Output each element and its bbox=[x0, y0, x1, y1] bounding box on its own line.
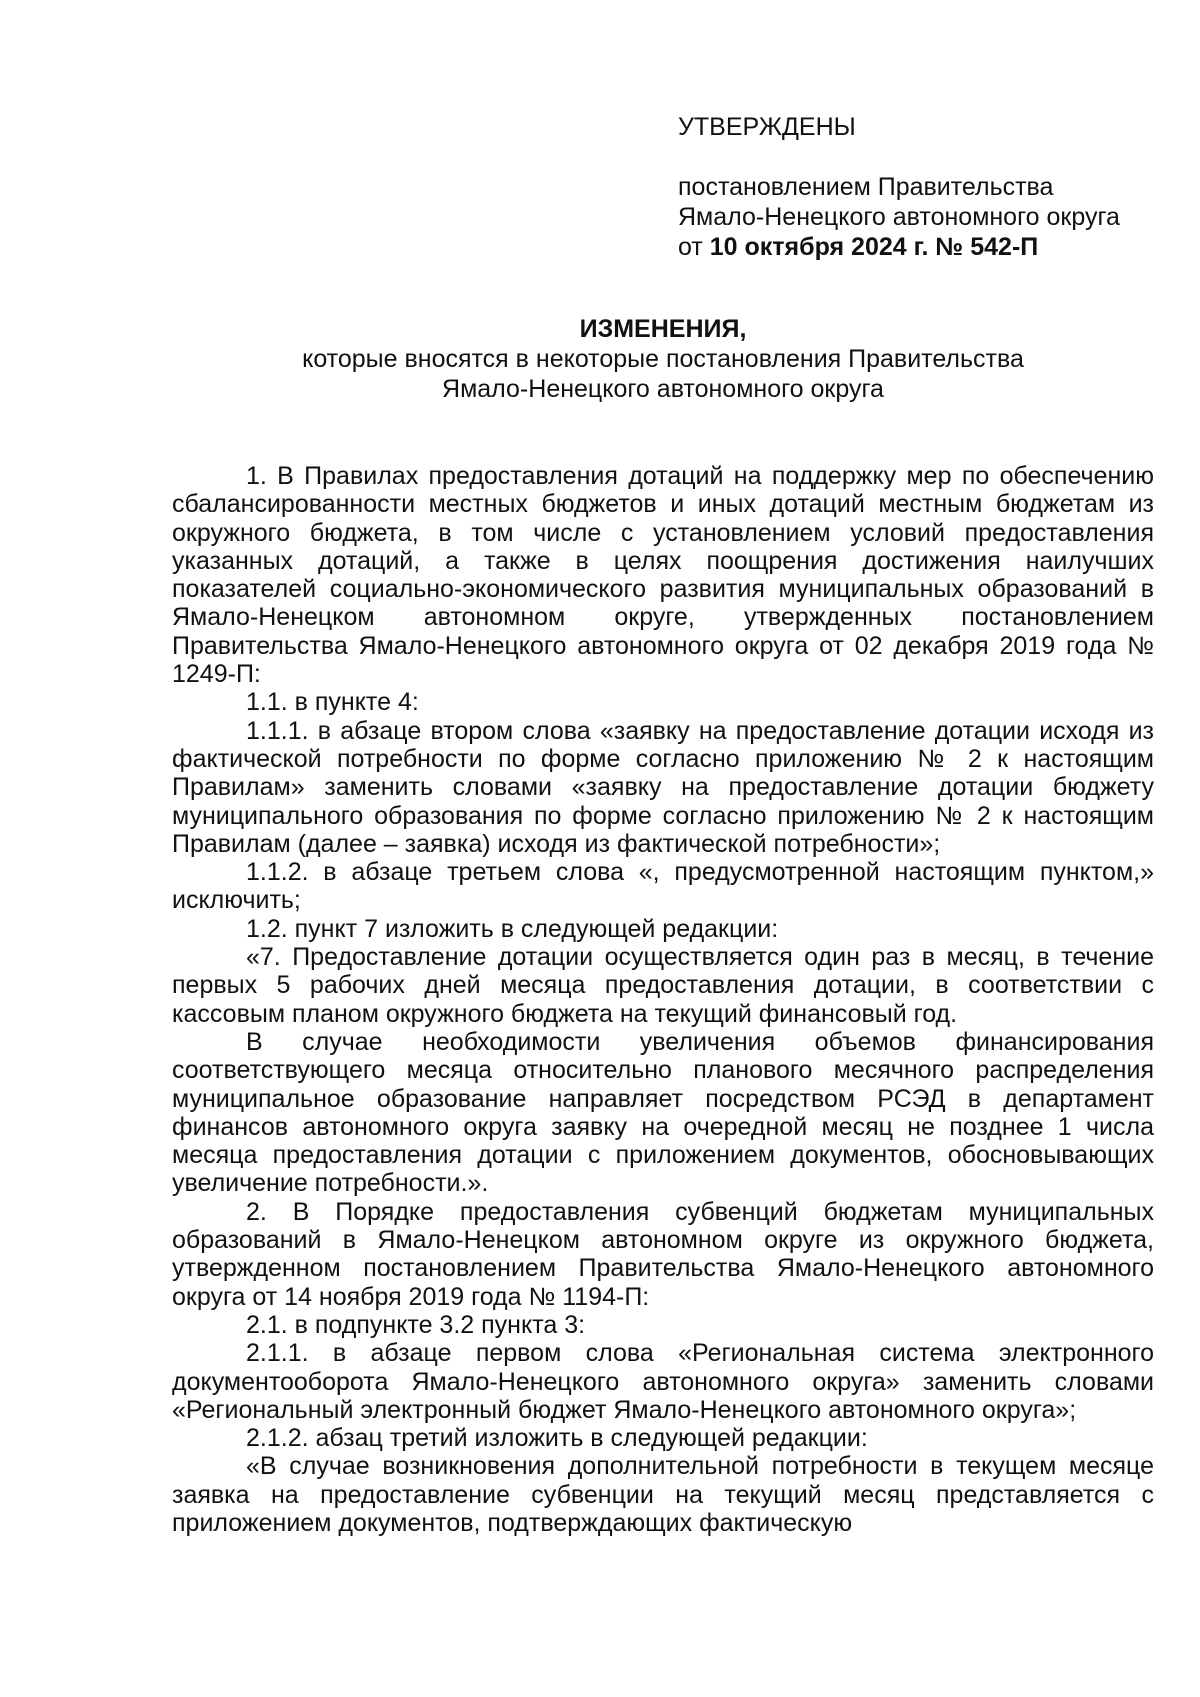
document-subtitle-line-1: которые вносятся в некоторые постановления Правительства bbox=[302, 345, 1024, 373]
document-body bbox=[172, 462, 1154, 1537]
paragraph: 2.1.1. в абзаце первом слова «Региональная система электронного документооборота Ямало-Ненецкого автономного округа» заменить словами «Региональный электронный бюджет Ямало-Ненецкого автономного округа»; bbox=[172, 1339, 1154, 1424]
document-subtitle-line-2: Ямало-Ненецкого автономного округа bbox=[442, 375, 884, 403]
paragraph: 1. В Правилах предоставления дотаций на поддержку мер по обеспечению сбалансированности местных бюджетов и иных дотаций местным бюджетам из окружного бюджета, в том числе с установлением условий предоставления указанных дотаций, а также в целях поощрения достижения наилучших показателей социально-экономического развития муниципальных образований в Ямало-Ненецком автономном округе, утвержденных постановлением Правительства Ямало-Ненецкого автономного округа от 02 декабря 2019 года № 1249-П: bbox=[172, 462, 1154, 689]
paragraph: 2.1. в подпункте 3.2 пункта 3: bbox=[246, 1310, 586, 1339]
paragraph: «7. Предоставление дотации осуществляется один раз в месяц, в течение первых 5 рабочих дней месяца предоставления дотации, в соответствии с кассовым планом окружного бюджета на текущий финансовый год. bbox=[172, 943, 1154, 1028]
approval-line-2: Ямало-Ненецкого автономного округа bbox=[678, 203, 1120, 231]
paragraph: 2.1.2. абзац третий изложить в следующей редакции: bbox=[246, 1424, 868, 1453]
document-title: ИЗМЕНЕНИЯ, bbox=[579, 315, 747, 343]
approval-stamp-block bbox=[678, 112, 1178, 262]
approval-date: 10 октября 2024 г. № 542-П bbox=[709, 233, 1039, 261]
paragraph: 1.1. в пункте 4: bbox=[246, 688, 419, 717]
approval-line-1: постановлением Правительства bbox=[678, 173, 1054, 201]
approval-date-line bbox=[678, 232, 1178, 262]
approved-heading: УТВЕРЖДЕНЫ bbox=[678, 113, 856, 141]
paragraph: 2. В Порядке предоставления субвенций бюджетам муниципальных образований в Ямало-Ненецком автономном округе из окружного бюджета, утвержденном постановлением Правительства Ямало-Ненецкого автономного округа от 14 ноября 2019 года № 1194-П: bbox=[172, 1197, 1154, 1311]
paragraph: 1.1.1. в абзаце втором слова «заявку на предоставление дотации исходя из фактической потребности по форме согласно приложению № 2 к настоящим Правилам» заменить словами «заявку на предоставление дотации бюджету муниципального образования по форме согласно приложению № 2 к настоящим Правилам (далее – заявка) исходя из фактической потребности»; bbox=[172, 716, 1154, 858]
paragraph: В случае необходимости увеличения объемов финансирования соответствующего месяца относительно планового месячного распределения муниципальное образование направляет посредством РСЭД в департамент финансов автономного округа заявку на очередной месяц не позднее 1 числа месяца предоставления дотации с приложением документов, обосновывающих увеличение потребности.». bbox=[172, 1027, 1154, 1198]
approval-date-prefix: от bbox=[678, 233, 710, 261]
paragraph: 1.2. пункт 7 изложить в следующей редакции: bbox=[246, 914, 779, 943]
document-title-block bbox=[172, 314, 1154, 404]
paragraph: «В случае возникновения дополнительной потребности в текущем месяце заявка на предоставление субвенции на текущий месяц представляется с приложением документов, подтверждающих фактическую bbox=[172, 1452, 1154, 1537]
paragraph: 1.1.2. в абзаце третьем слова «, предусмотренной настоящим пунктом,» исключить; bbox=[172, 858, 1154, 915]
